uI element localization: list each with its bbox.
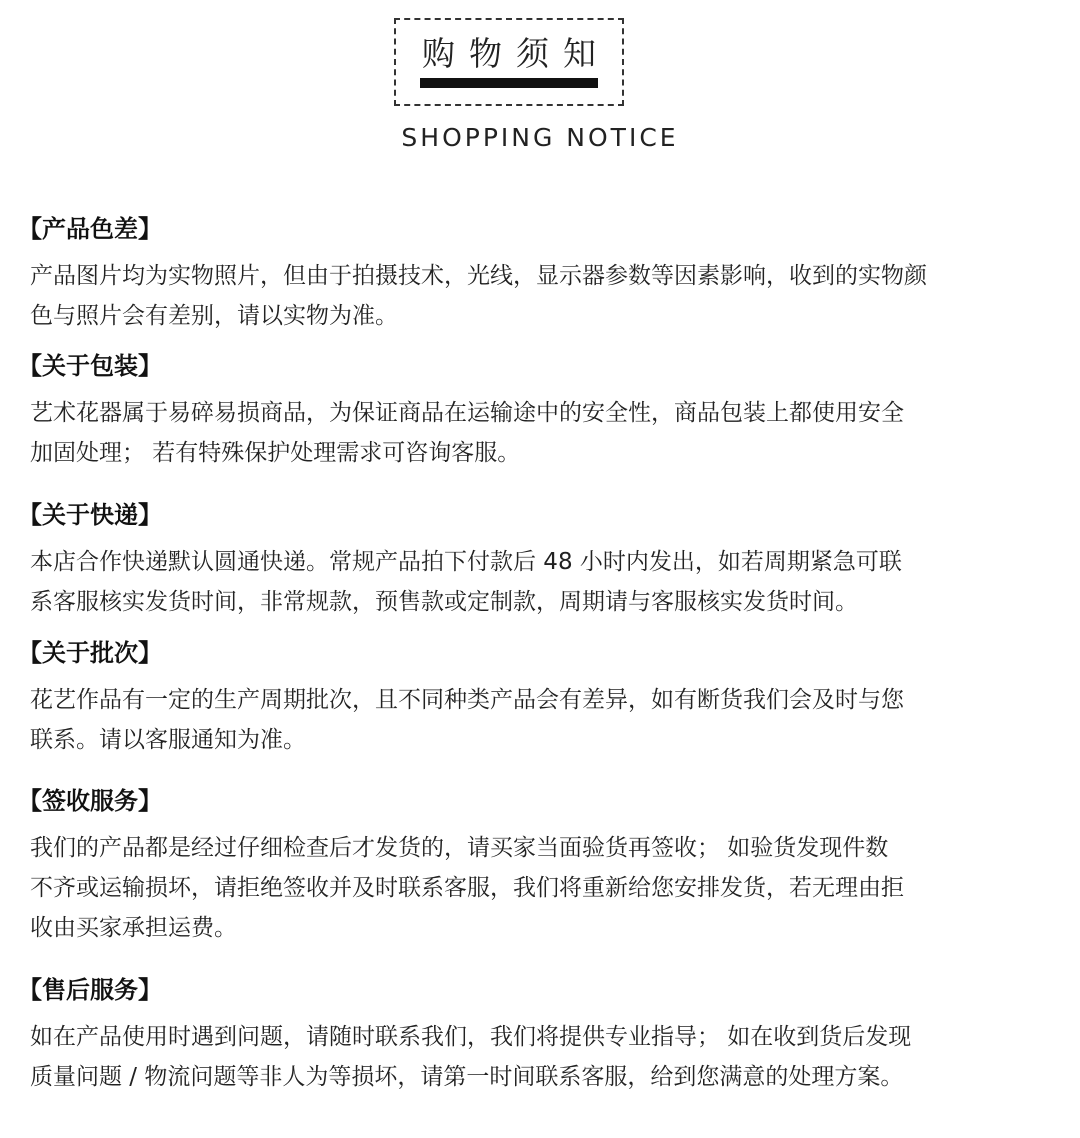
section-body bbox=[30, 1017, 1000, 1097]
body-line: 产品图片均为实物照片，但由于拍摄技术，光线，显示器参数等因素影响，收到的实物颜 bbox=[30, 263, 927, 289]
section-heading: 【产品色差】 bbox=[18, 215, 162, 243]
section-heading: 【关于快递】 bbox=[18, 501, 162, 529]
section-heading: 【售后服务】 bbox=[18, 976, 162, 1004]
section-body bbox=[30, 680, 1000, 760]
body-line: 不齐或运输损坏，请拒绝签收并及时联系客服，我们将重新给您安排发货，若无理由拒 bbox=[30, 875, 904, 901]
section-body bbox=[30, 542, 1000, 622]
body-line: 系客服核实发货时间，非常规款，预售款或定制款，周期请与客服核实发货时间。 bbox=[30, 589, 858, 615]
page-subtitle: SHOPPING NOTICE bbox=[401, 123, 679, 152]
section-heading: 【关于包装】 bbox=[18, 352, 162, 380]
body-line: 艺术花器属于易碎易损商品，为保证商品在运输途中的安全性，商品包装上都使用安全 bbox=[30, 400, 904, 426]
section-body bbox=[30, 828, 1000, 948]
section-heading: 【签收服务】 bbox=[18, 787, 162, 815]
section-body bbox=[30, 256, 1000, 336]
body-line: 色与照片会有差别，请以实物为准。 bbox=[30, 303, 398, 329]
body-line: 收由买家承担运费。 bbox=[30, 915, 237, 941]
body-line: 我们的产品都是经过仔细检查后才发货的，请买家当面验货再签收； 如验货发现件数 bbox=[30, 835, 889, 861]
body-line: 如在产品使用时遇到问题，请随时联系我们，我们将提供专业指导； 如在收到货后发现 bbox=[30, 1024, 912, 1050]
body-line: 联系。请以客服通知为准。 bbox=[30, 727, 306, 753]
title-underline-bar bbox=[420, 78, 598, 88]
body-line: 质量问题 / 物流问题等非人为等损坏，请第一时间联系客服，给到您满意的处理方案。 bbox=[30, 1064, 904, 1090]
body-line: 本店合作快递默认圆通快递。常规产品拍下付款后 48 小时内发出，如若周期紧急可联 bbox=[30, 549, 902, 575]
header-title-box bbox=[394, 18, 624, 106]
section-heading: 【关于批次】 bbox=[18, 639, 162, 667]
section-body bbox=[30, 393, 1000, 473]
body-line: 加固处理； 若有特殊保护处理需求可咨询客服。 bbox=[30, 440, 521, 466]
body-line: 花艺作品有一定的生产周期批次，且不同种类产品会有差异，如有断货我们会及时与您 bbox=[30, 687, 904, 713]
page-title: 购物须知 bbox=[422, 34, 610, 73]
